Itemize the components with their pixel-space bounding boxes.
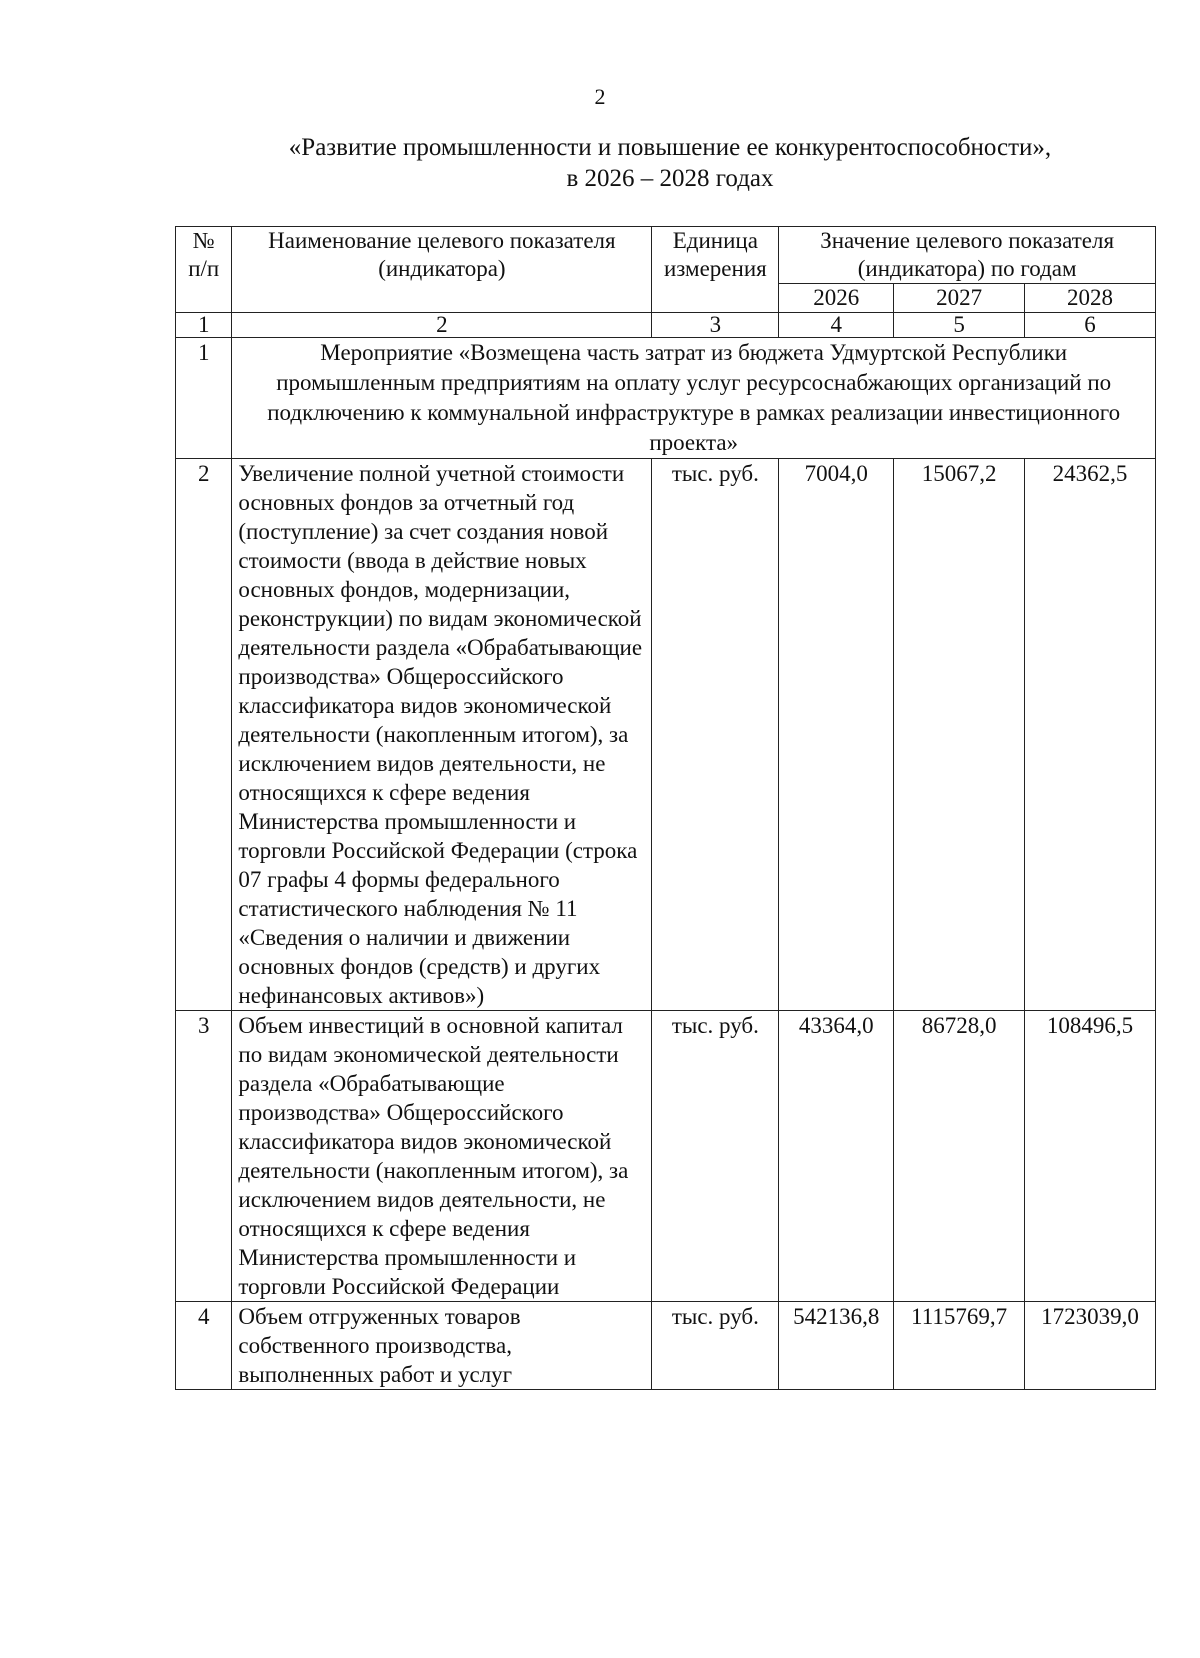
row-value-2026: 7004,0 (779, 459, 894, 1011)
row-value-2028: 108496,5 (1025, 1011, 1156, 1302)
row-value-2028: 1723039,0 (1025, 1302, 1156, 1390)
indicators-table (175, 226, 1156, 1390)
header-year-2028: 2028 (1025, 284, 1156, 313)
row-value-2027: 15067,2 (894, 459, 1025, 1011)
table-header-row (176, 227, 1156, 284)
table-row (176, 1011, 1156, 1302)
row-name: Объем инвестиций в основной капитал по видам экономической деятельности раздела «Обрабатывающие производства» Общероссийского классификатора видов экономической деятельности (накопленным итогом), за исключением видов деятельности, не относящихся к сфере ведения Министерства промышленности и торговли Российской Федерации (232, 1011, 652, 1302)
row-num: 2 (176, 459, 232, 1011)
row-value-2026: 43364,0 (779, 1011, 894, 1302)
table-row (176, 459, 1156, 1011)
row-value-2026: 542136,8 (779, 1302, 894, 1390)
row-num: 3 (176, 1011, 232, 1302)
row-unit: тыс. руб. (652, 459, 779, 1011)
row-unit: тыс. руб. (652, 1011, 779, 1302)
column-number: 2 (232, 313, 652, 338)
row-name: Увеличение полной учетной стоимости основных фондов за отчетный год (поступление) за счет создания новой стоимости (ввода в действие новых основных фондов, модернизации, реконструкции) по видам экономической деятельности раздела «Обрабатывающие производства» Общероссийского классификатора видов экономической деятельности (накопленным итогом), за исключением видов деятельности, не относящихся к сфере ведения Министерства промышленности и торговли Российской Федерации (строка 07 графы 4 формы федерального статистического наблюдения № 11 «Сведения о наличии и движении основных фондов (средств) и других нефинансовых активов») (232, 459, 652, 1011)
column-number: 3 (652, 313, 779, 338)
column-number: 6 (1025, 313, 1156, 338)
row-num: 4 (176, 1302, 232, 1390)
row-value-2028: 24362,5 (1025, 459, 1156, 1011)
row-value-2027: 1115769,7 (894, 1302, 1025, 1390)
header-num: № п/п (176, 227, 232, 313)
event-num: 1 (176, 338, 232, 459)
row-unit: тыс. руб. (652, 1302, 779, 1390)
event-text: Мероприятие «Возмещена часть затрат из бюджета Удмуртской Республики промышленным предприятиям на оплату услуг ресурсоснабжающих организаций по подключению к коммунальной инфраструктуре в рамках реализации инвестиционного проекта» (232, 338, 1156, 459)
header-value: Значение целевого показателя (индикатора) по годам (779, 227, 1156, 284)
header-unit: Единица измерения (652, 227, 779, 313)
row-name: Объем отгруженных товаров собственного производства, выполненных работ и услуг (232, 1302, 652, 1390)
table-row (176, 1302, 1156, 1390)
document-title (180, 132, 1160, 194)
title-line-1: «Развитие промышленности и повышение ее конкурентоспособности», (288, 134, 1052, 161)
column-number: 4 (779, 313, 894, 338)
title-line-2: в 2026 – 2028 годах (566, 165, 774, 192)
event-row (176, 338, 1156, 459)
header-year-2026: 2026 (779, 284, 894, 313)
column-number-row (176, 313, 1156, 338)
column-number: 5 (894, 313, 1025, 338)
page-number: 2 (594, 84, 606, 109)
row-value-2027: 86728,0 (894, 1011, 1025, 1302)
header-name: Наименование целевого показателя (индикатора) (232, 227, 652, 313)
header-year-2027: 2027 (894, 284, 1025, 313)
column-number: 1 (176, 313, 232, 338)
